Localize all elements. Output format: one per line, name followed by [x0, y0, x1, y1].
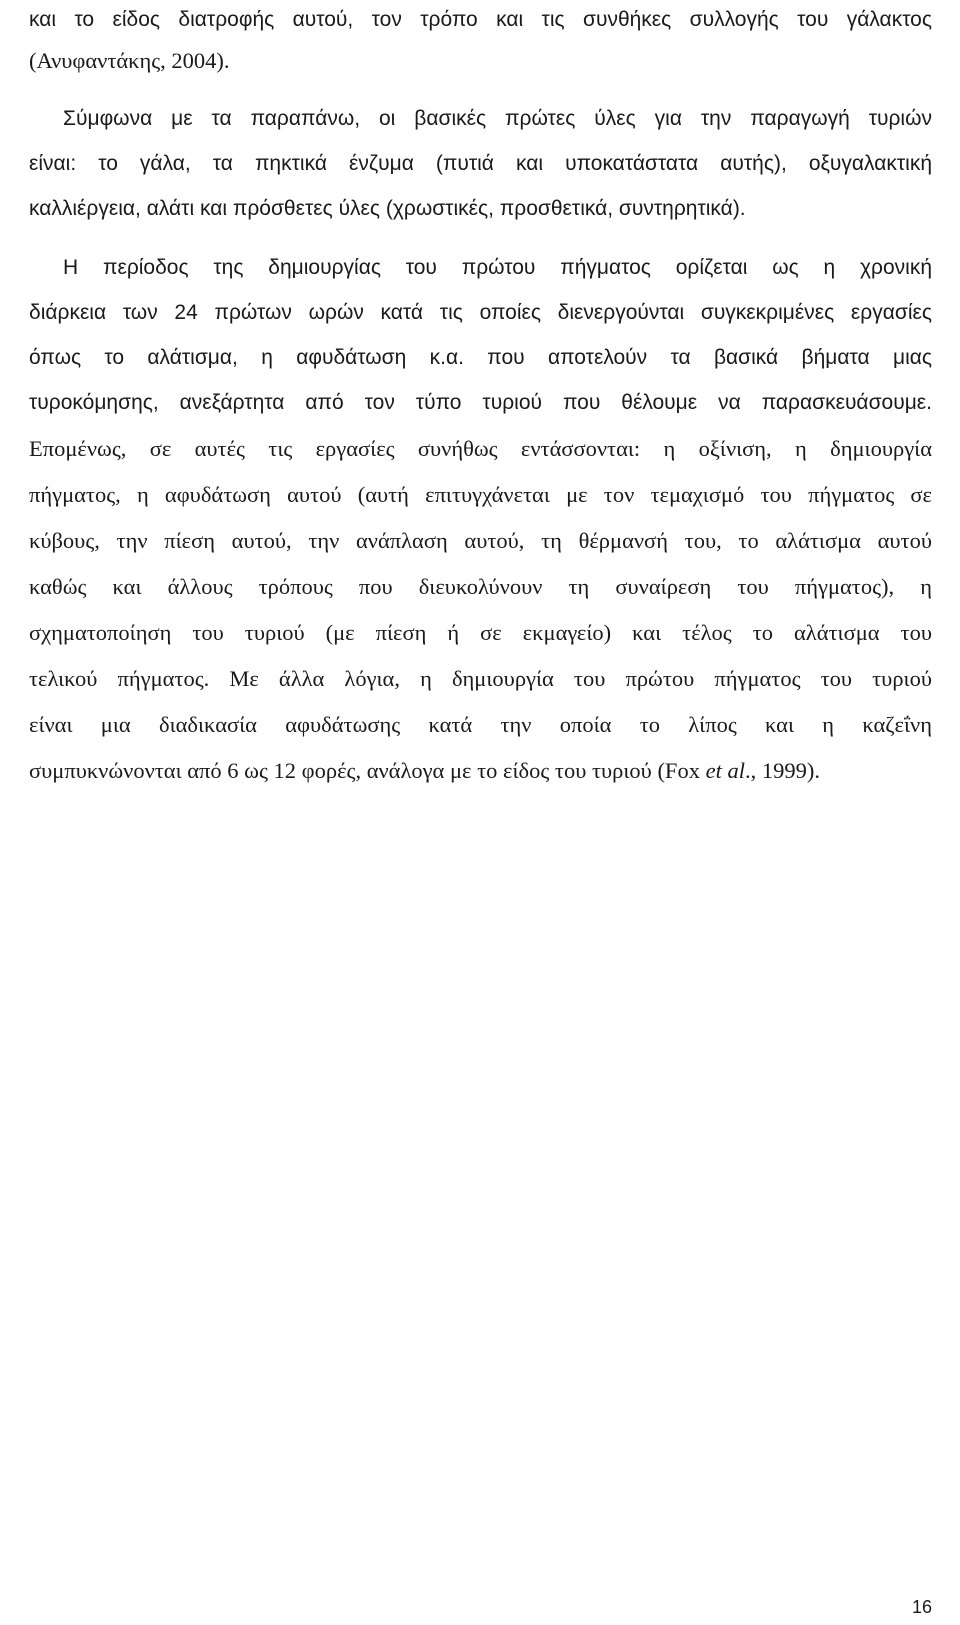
paragraph-3-line-3: όπως το αλάτισμα, η αφυδάτωση κ.α. που αποτελούν τα βασικά βήματα μιας — [29, 346, 932, 369]
paragraph-3-line-1: Η περίοδος της δημιουργίας του πρώτου πήγματος ορίζεται ως η χρονική — [63, 256, 932, 279]
paragraph-2-line-2: είναι: το γάλα, τα πηκτικά ένζυμα (πυτιά και υποκατάστατα αυτής), οξυγαλακτική — [29, 152, 932, 175]
line-12-text: συμπυκνώνονται από 6 ως 12 φορές, ανάλογα με το είδος του τυριού (Fox — [29, 758, 706, 783]
paragraph-1-line-1: και το είδος διατροφής αυτού, τον τρόπο και τις συνθήκες συλλογής του γάλακτος — [29, 8, 932, 31]
citation-et-al: et al — [705, 758, 745, 783]
paragraph-3-line-6: πήγματος, η αφυδάτωση αυτού (αυτή επιτυγχάνεται με τον τεμαχισμό του πήγματος σε — [29, 482, 932, 507]
paragraph-3-line-7: κύβους, την πίεση αυτού, την ανάπλαση αυτού, τη θέρμανσή του, το αλάτισμα αυτού — [29, 528, 932, 553]
paragraph-3-line-11: είναι μια διαδικασία αφυδάτωσης κατά την οποία το λίπος και η καζεΐνη — [29, 712, 932, 737]
paragraph-3-line-8: καθώς και άλλους τρόπους που διευκολύνουν τη συναίρεση του πήγματος), η — [29, 574, 932, 599]
paragraph-3-line-9: σχηματοποίηση του τυριού (με πίεση ή σε εκμαγείο) και τέλος το αλάτισμα του — [29, 620, 932, 645]
paragraph-3-line-2: διάρκεια των 24 πρώτων ωρών κατά τις οποίες διενεργούνται συγκεκριμένες εργασίες — [29, 301, 932, 324]
paragraph-1-line-2: (Ανυφαντάκης, 2004). — [29, 48, 230, 73]
paragraph-3-line-10: τελικού πήγματος. Με άλλα λόγια, η δημιουργία του πρώτου πήγματος του τυριού — [29, 666, 932, 691]
paragraph-3-line-4: τυροκόμησης, ανεξάρτητα από τον τύπο τυριού που θέλουμε να παρασκευάσουμε. — [29, 391, 932, 414]
paragraph-2-line-1: Σύμφωνα με τα παραπάνω, οι βασικές πρώτες ύλες για την παραγωγή τυριών — [63, 107, 932, 130]
paragraph-3-line-5: Επομένως, σε αυτές τις εργασίες συνήθως εντάσσονται: η οξίνιση, η δημιουργία — [29, 436, 932, 461]
line-12-text-end: ., 1999). — [744, 758, 820, 783]
paragraph-2-line-3: καλλιέργεια, αλάτι και πρόσθετες ύλες (χρωστικές, προσθετικά, συντηρητικά). — [29, 197, 746, 220]
paragraph-3-line-12 — [29, 754, 932, 788]
page-number: 16 — [911, 1597, 932, 1617]
